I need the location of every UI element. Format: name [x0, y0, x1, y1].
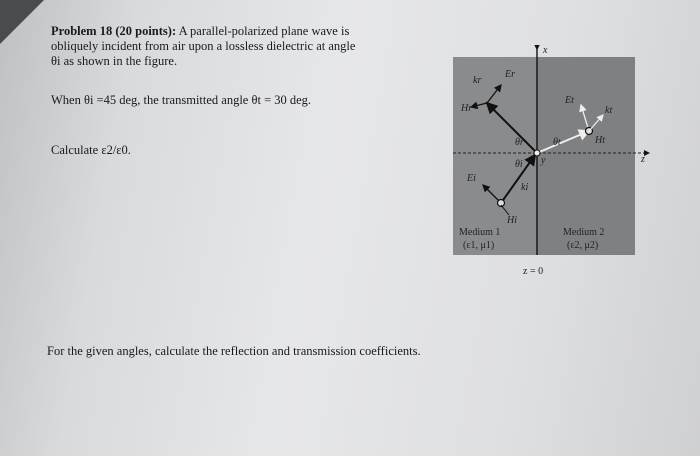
problem-heading: Problem 18 (20 points): [51, 24, 177, 38]
task-permittivity: Calculate ε2/ε0. [51, 143, 131, 157]
x-axis-label: x [543, 45, 548, 56]
kr-label: kr [473, 75, 482, 86]
boundary-label: z = 0 [523, 266, 544, 277]
given-angles: When θi =45 deg, the transmitted angle θt = 30 deg. [51, 93, 312, 107]
page-corner-shadow [0, 0, 44, 44]
origin-dot [534, 150, 540, 156]
ei-label: Ei [467, 173, 476, 184]
problem-line-2: obliquely incident from air upon a lossless dielectric at angle [51, 39, 356, 53]
problem-line-3: θi as shown in the figure. [51, 54, 178, 68]
medium-2-label: Medium 2 [563, 227, 605, 238]
problem-line-1 [51, 24, 349, 39]
ki-label: ki [521, 182, 529, 193]
ht-label: Ht [595, 135, 605, 146]
z-axis-label: z [641, 154, 645, 165]
er-label: Er [505, 69, 515, 80]
medium-1-params: (ε1, μ1) [463, 240, 495, 251]
medium-2-region [537, 57, 635, 255]
kt-label: kt [605, 105, 613, 116]
theta-r-label: θr [515, 137, 524, 148]
medium-1-label: Medium 1 [459, 227, 501, 238]
theta-t-label: θt [553, 137, 561, 148]
medium-2-params: (ε2, μ2) [567, 240, 599, 251]
hi-label: Hi [507, 215, 517, 226]
theta-i-label: θi [515, 159, 523, 170]
problem-intro: A parallel-polarized plane wave is [178, 24, 350, 38]
y-axis-label: y [541, 155, 546, 166]
medium-1-region [453, 57, 537, 255]
oblique-incidence-diagram [453, 45, 653, 280]
hr-label: Hr [461, 103, 473, 114]
task-coefficients: For the given angles, calculate the reflection and transmission coefficients. [47, 344, 421, 358]
et-label: Et [565, 95, 574, 106]
